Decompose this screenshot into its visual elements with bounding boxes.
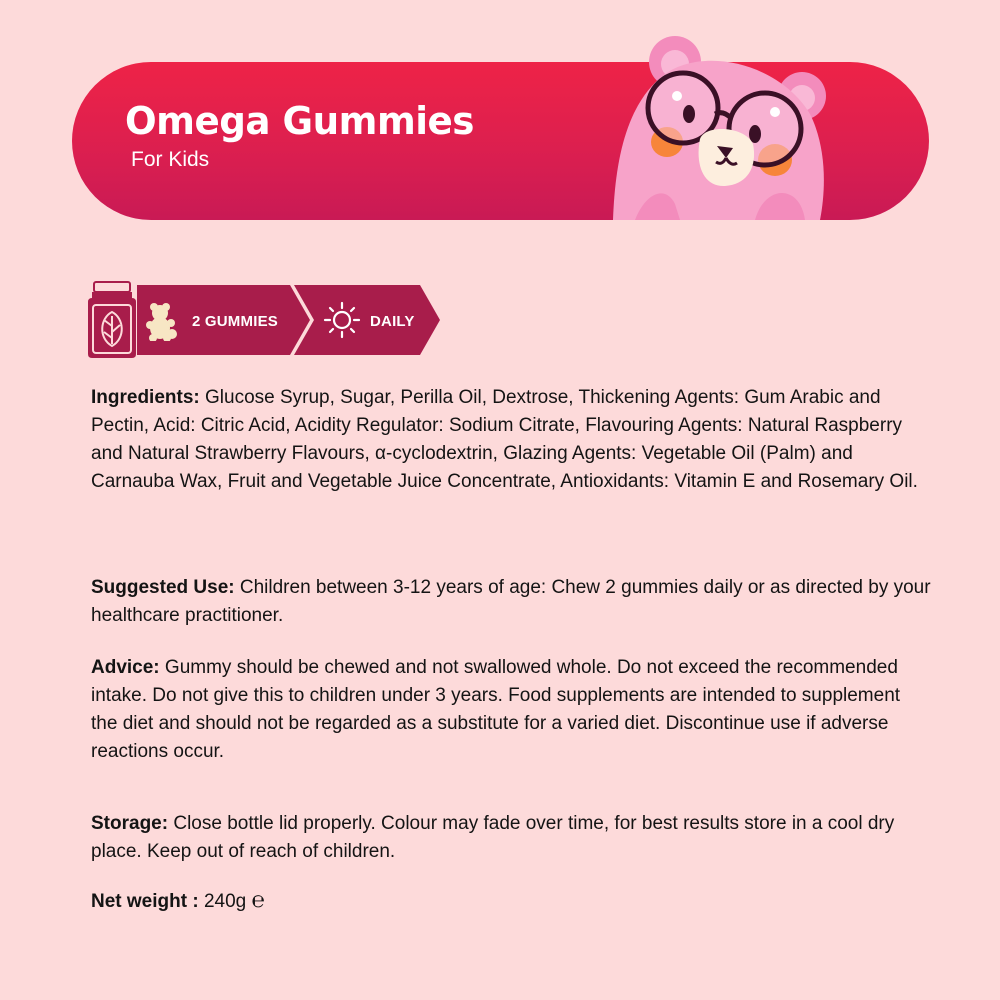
advice-text: Gummy should be chewed and not swallowed whole. Do not exceed the recommended intake. Do not give this to children under 3 years. Food supplements are intended to supplement the diet and should not be regarded as a substitute for a varied diet. Discontinue use if adverse reactions occur. (91, 657, 901, 762)
product-title: Omega Gummies (125, 99, 474, 143)
advice-section (91, 654, 931, 766)
suggested-use-section (91, 574, 931, 630)
frequency-label: DAILY (370, 313, 415, 330)
suggested-use-label: Suggested Use: (91, 577, 235, 598)
storage-section (91, 810, 931, 866)
estimated-sign-icon: ℮ (251, 887, 265, 912)
ingredients-text: Glucose Syrup, Sugar, Perilla Oil, Dextrose, Thickening Agents: Gum Arabic and Pectin, Acid: Citric Acid, Acidity Regulator: Sodium Citrate, Flavouring Agents: Natural Raspberry and Natural Strawberry Flavours, α-cyclodextrin, Glazing Agents: Vegetable Oil (Palm) and Carnauba Wax, Fruit and Vegetable Juice Concentrate, Antioxidants: Vitamin E and Rosemary Oil. (91, 387, 918, 492)
jar-icon (86, 280, 138, 360)
dose-label: 2 GUMMIES (192, 313, 278, 330)
ingredients-section (91, 384, 931, 496)
storage-text: Close bottle lid properly. Colour may fade over time, for best results store in a cool dry place. Keep out of reach of children. (91, 813, 895, 862)
product-subtitle: For Kids (131, 148, 210, 171)
net-weight-section (91, 886, 931, 916)
advice-label: Advice: (91, 657, 160, 678)
net-weight-value: 240g (198, 891, 247, 912)
gummy-bear-icon (144, 301, 180, 341)
storage-label: Storage: (91, 813, 169, 834)
ingredients-label: Ingredients: (91, 387, 200, 408)
sun-icon (322, 300, 362, 340)
frequency-badge (290, 285, 440, 355)
suggested-use-text: Children between 3-12 years of age: Chew 2 gummies daily or as directed by your healthcare practitioner. (91, 577, 931, 626)
bear-mascot-icon (605, 34, 835, 220)
net-weight-label: Net weight : (91, 891, 199, 912)
dosage-badges (86, 280, 446, 360)
